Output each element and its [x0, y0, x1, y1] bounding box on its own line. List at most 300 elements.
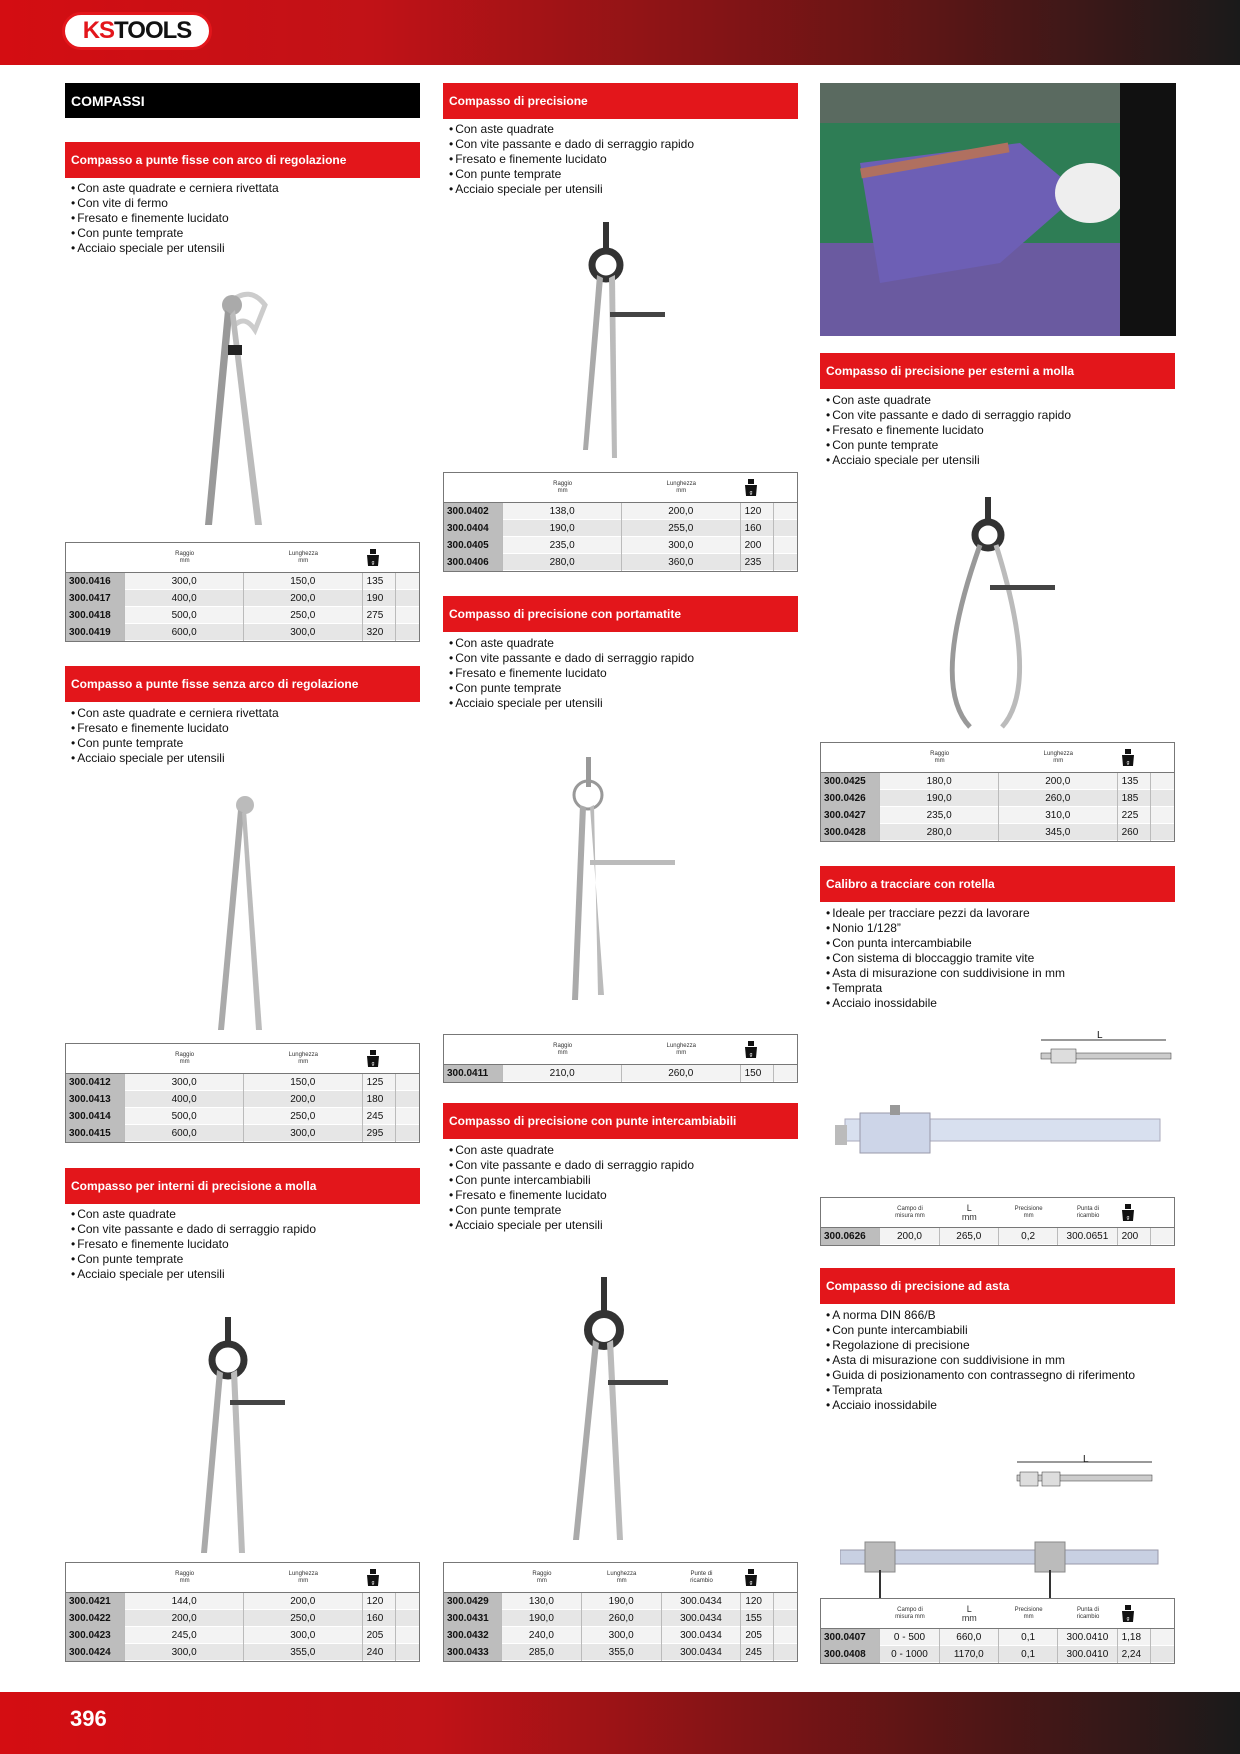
article-code: 300.0422 — [66, 1610, 125, 1627]
feature-item: • Fresato e finemente lucidato — [71, 721, 279, 736]
compass-with-arc-image — [200, 290, 290, 530]
feature-item: • Ideale per tracciare pezzi da lavorare — [826, 906, 1065, 921]
table-cell: 155 — [741, 1610, 774, 1627]
table-cell: 250,0 — [244, 607, 363, 624]
article-code: 300.0418 — [66, 607, 125, 624]
table-header — [66, 1563, 419, 1593]
feature-item: • Con punte temprate — [449, 1203, 694, 1218]
svg-text:g: g — [371, 560, 375, 566]
table-cell: 250,0 — [244, 1108, 363, 1125]
feature-list — [443, 1143, 694, 1233]
table-cell: 190,0 — [880, 790, 999, 807]
table-cell: 295 — [363, 1125, 396, 1142]
weight-icon — [1121, 1204, 1135, 1222]
article-code: 300.0415 — [66, 1125, 125, 1142]
table-row — [821, 1646, 1174, 1663]
table-cell: 200,0 — [125, 1610, 244, 1627]
table-header — [444, 1563, 797, 1593]
feature-item: • Con aste quadrate e cerniera rivettata — [71, 181, 279, 196]
table-filler — [396, 590, 419, 607]
weight-icon — [744, 1569, 758, 1587]
article-code: 300.0426 — [821, 790, 880, 807]
compass-without-arc-image — [210, 795, 270, 1035]
feature-item: • Acciaio inossidabile — [826, 996, 1065, 1011]
table-cell: 125 — [363, 1074, 396, 1091]
table-cell: 355,0 — [244, 1644, 363, 1661]
table-cell: 300.0410 — [1058, 1629, 1117, 1646]
outer-spring-compass-image — [940, 495, 1060, 735]
feature-item: • Con vite passante e dado di serraggio rapido — [449, 1158, 694, 1173]
table-row — [66, 1627, 419, 1644]
table-cell: 275 — [363, 607, 396, 624]
table-cell: 355,0 — [582, 1644, 662, 1661]
beam-compass-image — [840, 1530, 1160, 1600]
column-header: Raggio mm — [175, 1051, 195, 1065]
table-filler — [774, 1065, 797, 1082]
table-cell: 300.0434 — [662, 1610, 742, 1627]
feature-list — [443, 122, 694, 197]
article-code: 300.0626 — [821, 1228, 880, 1245]
table-cell: 300,0 — [244, 624, 363, 641]
table-filler — [774, 503, 797, 520]
weight-icon — [366, 1050, 380, 1068]
table-cell: 280,0 — [880, 824, 999, 841]
feature-item: • Con punte temprate — [71, 226, 279, 241]
article-code: 300.0412 — [66, 1074, 125, 1091]
dimension-label: L — [1097, 1030, 1103, 1041]
section-title: Compasso per interni di precisione a molla — [65, 1168, 420, 1204]
feature-item: • Acciaio speciale per utensili — [449, 182, 694, 197]
feature-item: • Con vite passante e dado di serraggio rapido — [449, 137, 694, 152]
table-cell: 300,0 — [244, 1627, 363, 1644]
column-header: Raggio mm — [175, 550, 195, 564]
table-cell: 0,2 — [999, 1228, 1058, 1245]
table-filler — [396, 1125, 419, 1142]
table-filler — [1151, 790, 1174, 807]
table-filler — [396, 1644, 419, 1661]
feature-item: • Con aste quadrate — [449, 636, 694, 651]
column-header: L mm — [961, 1202, 977, 1222]
table-cell: 120 — [363, 1593, 396, 1610]
table-cell: 160 — [363, 1610, 396, 1627]
table-cell: 130,0 — [502, 1593, 582, 1610]
feature-item: • Asta di misurazione con suddivisione in mm — [826, 1353, 1135, 1368]
feature-list — [65, 1207, 316, 1282]
weight-icon — [744, 1041, 758, 1059]
feature-list — [65, 706, 279, 766]
feature-item: • Asta di misurazione con suddivisione in mm — [826, 966, 1065, 981]
table-cell: 300,0 — [125, 1644, 244, 1661]
table-filler — [1151, 1629, 1174, 1646]
table-filler — [774, 1627, 797, 1644]
table-filler — [1151, 1646, 1174, 1663]
table-cell: 400,0 — [125, 1091, 244, 1108]
column-header: Lunghezza mm — [607, 1570, 637, 1584]
article-code: 300.0427 — [821, 807, 880, 824]
table-filler — [774, 1593, 797, 1610]
weight-icon — [1121, 1605, 1135, 1623]
table-row — [444, 537, 797, 554]
table-cell: 120 — [741, 1593, 774, 1610]
feature-list — [65, 181, 279, 256]
column-header: Punte di ricambio — [690, 1570, 713, 1584]
table-cell: 300,0 — [125, 573, 244, 590]
feature-item: • Con vite di fermo — [71, 196, 279, 211]
article-code: 300.0428 — [821, 824, 880, 841]
table-cell: 300.0434 — [662, 1627, 742, 1644]
product-table — [820, 742, 1175, 842]
table-cell: 0 - 500 — [880, 1629, 939, 1646]
table-filler — [1151, 1228, 1174, 1245]
table-cell: 260,0 — [999, 790, 1118, 807]
table-row — [444, 1065, 797, 1082]
table-row — [66, 1610, 419, 1627]
table-row — [66, 1074, 419, 1091]
table-cell: 200,0 — [244, 590, 363, 607]
feature-item: • Con punte temprate — [449, 167, 694, 182]
table-cell: 300,0 — [622, 537, 741, 554]
table-cell: 310,0 — [999, 807, 1118, 824]
column-header: Raggio mm — [553, 1042, 573, 1056]
table-cell: 320 — [363, 624, 396, 641]
svg-text:g: g — [749, 1580, 753, 1586]
table-filler — [1151, 773, 1174, 790]
table-cell: 144,0 — [125, 1593, 244, 1610]
column-header: Campo di misura mm — [895, 1205, 925, 1219]
article-code: 300.0404 — [444, 520, 503, 537]
table-row — [66, 1125, 419, 1142]
table-header — [66, 543, 419, 573]
feature-item: • Con punta intercambiabile — [826, 936, 1065, 951]
product-table — [65, 1043, 420, 1143]
feature-list — [443, 636, 694, 711]
feature-item: • Con vite passante e dado di serraggio rapido — [449, 651, 694, 666]
feature-item: • Con aste quadrate — [449, 122, 694, 137]
section-title: Compasso di precisione per esterni a molla — [820, 353, 1175, 389]
svg-text:g: g — [1126, 1616, 1130, 1622]
article-code: 300.0402 — [444, 503, 503, 520]
table-row — [444, 1644, 797, 1661]
table-cell: 135 — [363, 573, 396, 590]
table-row — [821, 1629, 1174, 1646]
feature-item: • Con punte intercambiabili — [826, 1323, 1135, 1338]
table-row — [444, 554, 797, 571]
dimension-label: L — [1083, 1454, 1089, 1465]
table-cell: 190,0 — [503, 520, 622, 537]
product-table — [820, 1197, 1175, 1246]
feature-list — [820, 1308, 1135, 1413]
section-title: Compasso di precisione — [443, 83, 798, 119]
table-cell: 300,0 — [244, 1125, 363, 1142]
table-cell: 255,0 — [622, 520, 741, 537]
table-row — [821, 1228, 1174, 1245]
table-cell: 180,0 — [880, 773, 999, 790]
table-cell: 250,0 — [244, 1610, 363, 1627]
column-header: Lunghezza mm — [288, 1051, 318, 1065]
table-filler — [774, 1644, 797, 1661]
table-cell: 400,0 — [125, 590, 244, 607]
page-number: 396 — [70, 1706, 107, 1731]
table-row — [66, 1644, 419, 1661]
section-title: Compasso di precisione con portamatite — [443, 596, 798, 632]
feature-item: • Con punte intercambiabili — [449, 1173, 694, 1188]
table-row — [821, 807, 1174, 824]
table-filler — [396, 624, 419, 641]
column-header: Raggio mm — [175, 1570, 195, 1584]
feature-item: • Con aste quadrate — [71, 1207, 316, 1222]
feature-item: • Con punte temprate — [71, 1252, 316, 1267]
table-filler — [774, 537, 797, 554]
workshop-photo — [820, 83, 1176, 336]
article-code: 300.0405 — [444, 537, 503, 554]
table-row — [66, 607, 419, 624]
table-filler — [1151, 807, 1174, 824]
table-cell: 150,0 — [244, 573, 363, 590]
article-code: 300.0417 — [66, 590, 125, 607]
footer-bar — [0, 1692, 1240, 1754]
table-cell: 285,0 — [502, 1644, 582, 1661]
scriber-gauge-image — [835, 1105, 1165, 1165]
column-header: Precisione mm — [1014, 1205, 1043, 1219]
table-cell: 300.0410 — [1058, 1646, 1117, 1663]
table-cell: 185 — [1118, 790, 1151, 807]
table-filler — [396, 1593, 419, 1610]
table-cell: 235,0 — [880, 807, 999, 824]
page-title: COMPASSI — [65, 83, 420, 118]
section-title: Compasso di precisione ad asta — [820, 1268, 1175, 1304]
column-header: Precisione mm — [1014, 1606, 1043, 1620]
table-filler — [396, 573, 419, 590]
table-cell: 300,0 — [125, 1074, 244, 1091]
table-filler — [396, 1074, 419, 1091]
feature-item: • Guida di posizionamento con contrassegno di riferimento — [826, 1368, 1135, 1383]
table-cell: 360,0 — [622, 554, 741, 571]
table-cell: 260,0 — [582, 1610, 662, 1627]
table-row — [66, 590, 419, 607]
table-cell: 660,0 — [940, 1629, 999, 1646]
column-header: Campo di misura mm — [895, 1606, 925, 1620]
pencil-holder-compass-image — [560, 755, 680, 1005]
table-cell: 240 — [363, 1644, 396, 1661]
feature-item: • Acciaio inossidabile — [826, 1398, 1135, 1413]
column-header: Lunghezza mm — [288, 1570, 318, 1584]
table-cell: 300.0434 — [662, 1644, 742, 1661]
table-filler — [396, 1091, 419, 1108]
feature-list — [820, 906, 1065, 1011]
product-table — [820, 1598, 1175, 1664]
table-cell: 138,0 — [503, 503, 622, 520]
section-title: Calibro a tracciare con rotella — [820, 866, 1175, 902]
article-code: 300.0431 — [444, 1610, 502, 1627]
feature-item: • Temprata — [826, 1383, 1135, 1398]
column-header: Lunghezza mm — [1043, 750, 1073, 764]
table-cell: 210,0 — [503, 1065, 622, 1082]
weight-icon — [366, 1569, 380, 1587]
column-header: Lunghezza mm — [288, 550, 318, 564]
table-cell: 0,1 — [999, 1629, 1058, 1646]
table-row — [444, 1593, 797, 1610]
table-cell: 205 — [363, 1627, 396, 1644]
section-title: Compasso a punte fisse con arco di regolazione — [65, 142, 420, 178]
feature-item: • Fresato e finemente lucidato — [826, 423, 1071, 438]
feature-item: • Acciaio speciale per utensili — [71, 241, 279, 256]
column-header: Raggio mm — [930, 750, 950, 764]
table-cell: 260 — [1118, 824, 1151, 841]
feature-item: • Fresato e finemente lucidato — [71, 1237, 316, 1252]
article-code: 300.0406 — [444, 554, 503, 571]
table-cell: 190 — [363, 590, 396, 607]
feature-item: • Fresato e finemente lucidato — [449, 152, 694, 167]
article-code: 300.0432 — [444, 1627, 502, 1644]
table-cell: 240,0 — [502, 1627, 582, 1644]
precision-compass-image — [575, 220, 675, 460]
table-cell: 205 — [741, 1627, 774, 1644]
product-table — [443, 1562, 798, 1662]
table-cell: 1,18 — [1118, 1629, 1151, 1646]
table-filler — [396, 607, 419, 624]
table-cell: 500,0 — [125, 1108, 244, 1125]
table-cell: 190,0 — [582, 1593, 662, 1610]
table-row — [66, 1593, 419, 1610]
table-row — [444, 1610, 797, 1627]
table-cell: 225 — [1118, 807, 1151, 824]
table-cell: 0 - 1000 — [880, 1646, 939, 1663]
column-header: Punta di ricambio — [1076, 1606, 1100, 1620]
table-cell: 245 — [741, 1644, 774, 1661]
table-filler — [774, 1610, 797, 1627]
table-cell: 160 — [741, 520, 774, 537]
table-cell: 200,0 — [622, 503, 741, 520]
feature-item: • Con aste quadrate e cerniera rivettata — [71, 706, 279, 721]
column-header: L mm — [961, 1603, 977, 1623]
article-code: 300.0425 — [821, 773, 880, 790]
table-header — [821, 1599, 1174, 1629]
table-cell: 2,24 — [1118, 1646, 1151, 1663]
table-cell: 200,0 — [880, 1228, 939, 1245]
table-filler — [396, 1610, 419, 1627]
ks-tools-logo: KS TOOLS — [62, 12, 212, 50]
table-row — [821, 790, 1174, 807]
article-code: 300.0414 — [66, 1108, 125, 1125]
table-cell: 150 — [741, 1065, 774, 1082]
table-row — [444, 1627, 797, 1644]
table-cell: 135 — [1118, 773, 1151, 790]
feature-item: • Temprata — [826, 981, 1065, 996]
table-cell: 500,0 — [125, 607, 244, 624]
feature-item: • Con aste quadrate — [449, 1143, 694, 1158]
table-header — [444, 1035, 797, 1065]
table-cell: 0,1 — [999, 1646, 1058, 1663]
column-header: Raggio mm — [532, 1570, 552, 1584]
table-header — [821, 1198, 1174, 1228]
table-row — [66, 1091, 419, 1108]
svg-text:g: g — [749, 1052, 753, 1058]
article-code: 300.0423 — [66, 1627, 125, 1644]
svg-text:g: g — [1126, 1215, 1130, 1221]
table-filler — [396, 1627, 419, 1644]
table-header — [66, 1044, 419, 1074]
article-code: 300.0413 — [66, 1091, 125, 1108]
feature-item: • Nonio 1/128” — [826, 921, 1065, 936]
table-cell: 120 — [741, 503, 774, 520]
table-header — [444, 473, 797, 503]
article-code: 300.0407 — [821, 1629, 880, 1646]
feature-item: • A norma DIN 866/B — [826, 1308, 1135, 1323]
feature-item: • Con punte temprate — [826, 438, 1071, 453]
product-table — [65, 542, 420, 642]
table-cell: 300,0 — [582, 1627, 662, 1644]
product-table — [443, 1034, 798, 1083]
feature-item: • Acciaio speciale per utensili — [449, 1218, 694, 1233]
table-cell: 200,0 — [244, 1593, 363, 1610]
table-cell: 300.0651 — [1058, 1228, 1117, 1245]
article-code: 300.0416 — [66, 573, 125, 590]
column-header: Lunghezza mm — [666, 1042, 696, 1056]
inner-spring-compass-image — [195, 1315, 295, 1555]
feature-item: • Con sistema di bloccaggio tramite vite — [826, 951, 1065, 966]
table-row — [66, 1108, 419, 1125]
section-title: Compasso di precisione con punte intercambiabili — [443, 1103, 798, 1139]
table-cell: 600,0 — [125, 624, 244, 641]
table-filler — [396, 1108, 419, 1125]
table-row — [66, 624, 419, 641]
table-cell: 200 — [1118, 1228, 1151, 1245]
table-cell: 265,0 — [940, 1228, 999, 1245]
table-cell: 235 — [741, 554, 774, 571]
table-cell: 260,0 — [622, 1065, 741, 1082]
feature-item: • Fresato e finemente lucidato — [449, 1188, 694, 1203]
article-code: 300.0419 — [66, 624, 125, 641]
table-row — [821, 773, 1174, 790]
article-code: 300.0433 — [444, 1644, 502, 1661]
table-cell: 235,0 — [503, 537, 622, 554]
table-header — [821, 743, 1174, 773]
feature-list — [820, 393, 1071, 468]
table-cell: 1170,0 — [940, 1646, 999, 1663]
product-table — [65, 1562, 420, 1662]
table-row — [821, 824, 1174, 841]
interchangeable-points-compass-image — [565, 1275, 675, 1545]
svg-text:g: g — [371, 1061, 375, 1067]
column-header: Punta di ricambio — [1076, 1205, 1100, 1219]
table-cell: 600,0 — [125, 1125, 244, 1142]
table-row — [66, 573, 419, 590]
table-filler — [774, 554, 797, 571]
feature-item: • Con vite passante e dado di serraggio rapido — [71, 1222, 316, 1237]
table-cell: 345,0 — [999, 824, 1118, 841]
table-cell: 245,0 — [125, 1627, 244, 1644]
feature-item: • Acciaio speciale per utensili — [71, 751, 279, 766]
feature-item: • Acciaio speciale per utensili — [826, 453, 1071, 468]
table-cell: 150,0 — [244, 1074, 363, 1091]
product-table — [443, 472, 798, 572]
table-cell: 300.0434 — [662, 1593, 742, 1610]
article-code: 300.0408 — [821, 1646, 880, 1663]
article-code: 300.0424 — [66, 1644, 125, 1661]
table-cell: 245 — [363, 1108, 396, 1125]
dimension-diagram — [1036, 1025, 1172, 1075]
table-cell: 200,0 — [244, 1091, 363, 1108]
feature-item: • Con punte temprate — [71, 736, 279, 751]
column-header: Lunghezza mm — [666, 480, 696, 494]
article-code: 300.0429 — [444, 1593, 502, 1610]
table-cell: 200,0 — [999, 773, 1118, 790]
table-filler — [1151, 824, 1174, 841]
table-cell: 280,0 — [503, 554, 622, 571]
weight-icon — [366, 549, 380, 567]
feature-item: • Regolazione di precisione — [826, 1338, 1135, 1353]
svg-text:g: g — [1126, 760, 1130, 766]
